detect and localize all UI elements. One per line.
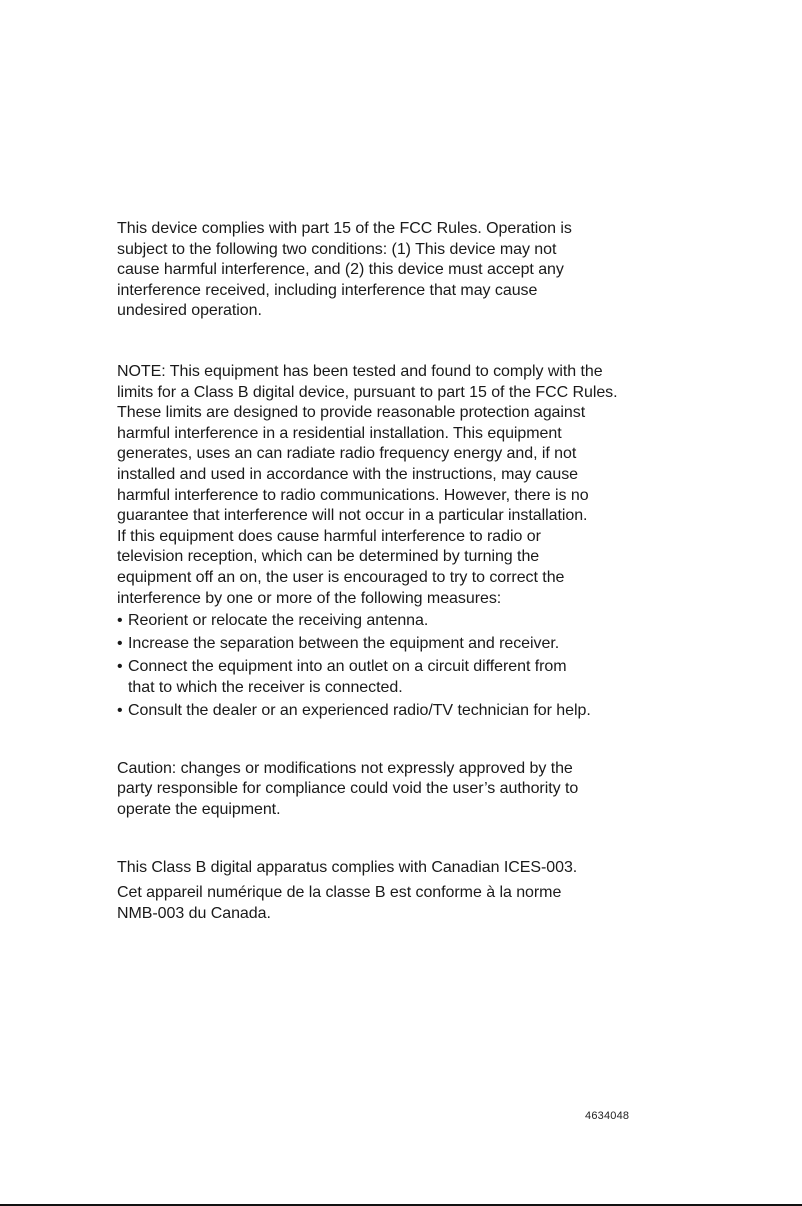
fcc-compliance-statement: This device complies with part 15 of the FCC Rules. Operation is subject to the following two conditions: (1) This device may not cause harmful interference, and (2) this device must accept any interference received, including interference that may cause undesired operation. xyxy=(117,220,572,320)
list-item xyxy=(117,701,677,722)
bullet-icon: • xyxy=(117,612,123,630)
measure-text: Increase the separation between the equipment and receiver. xyxy=(128,635,560,653)
interference-measures-list xyxy=(117,611,677,722)
measure-text: Reorient or relocate the receiving antenna. xyxy=(128,612,429,630)
canada-nmb-statement: Cet appareil numérique de la classe B est conforme à la norme NMB-003 du Canada. xyxy=(117,884,562,922)
list-item xyxy=(117,611,677,632)
document-code: 4634048 xyxy=(585,1110,630,1122)
bullet-icon: • xyxy=(117,702,123,720)
regulatory-text xyxy=(117,219,677,924)
list-item xyxy=(117,657,677,698)
list-item xyxy=(117,634,677,655)
measure-text: Connect the equipment into an outlet on a circuit different from that to which the receiver is connected. xyxy=(128,658,567,697)
fcc-note-paragraph: NOTE: This equipment has been tested and found to comply with the limits for a Class B digital device, pursuant to part 15 of the FCC Rules. These limits are designed to provide reasonable protection against harmful interference in a residential installation. This equipment generates, uses an can radiate radio frequency energy and, if not installed and used in accordance with the instructions, may cause harmful interference to radio communications. However, there is no guarantee that interference will not occur in a particular installation. If this equipment does cause harmful interference to radio or television reception, which can be determined by turning the equipment off an on, the user is encouraged to try to correct the interference by one or more of the following measures: xyxy=(117,362,618,607)
bullet-icon: • xyxy=(117,635,123,653)
measure-text: Consult the dealer or an experienced radio/TV technician for help. xyxy=(128,702,591,720)
canada-ices-statement: This Class B digital apparatus complies with Canadian ICES-003. xyxy=(117,858,578,876)
caution-paragraph: Caution: changes or modifications not expressly approved by the party responsible for compliance could void the user’s authority to operate the equipment. xyxy=(117,759,579,819)
bullet-icon: • xyxy=(117,658,123,676)
